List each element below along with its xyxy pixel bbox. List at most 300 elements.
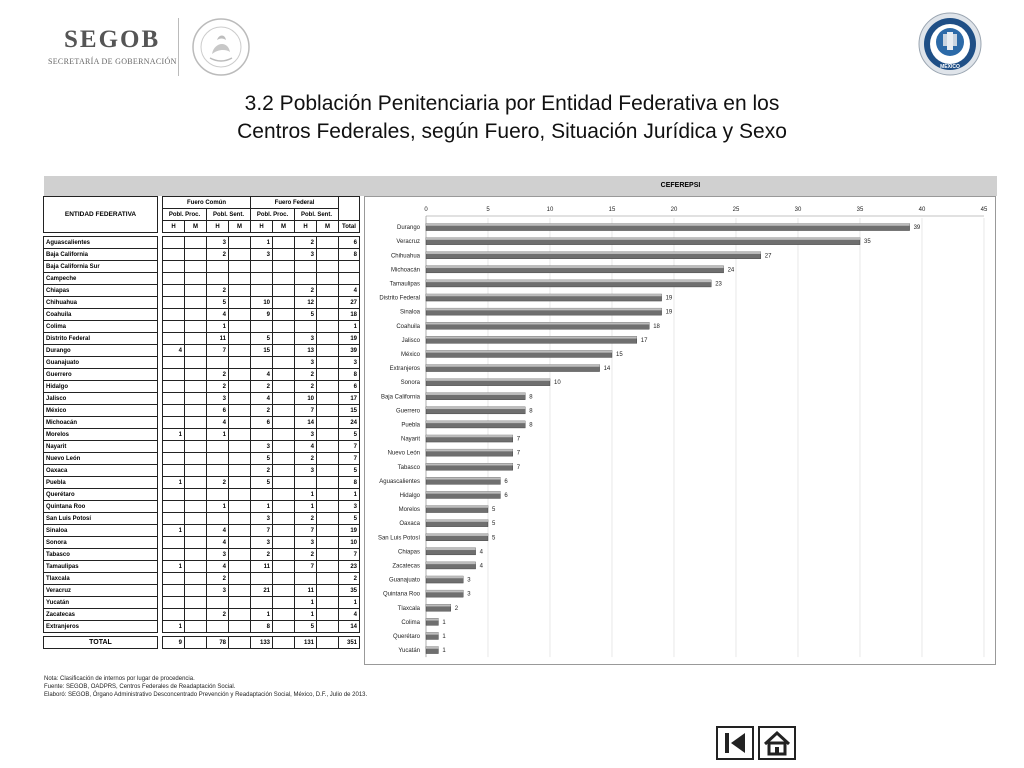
cell-fc-sh	[207, 489, 229, 501]
data-label: 39	[913, 225, 921, 232]
cell-fc-sm	[229, 609, 251, 621]
entity-name: Chiapas	[44, 285, 158, 297]
cell-total	[339, 273, 360, 285]
data-label: 2	[454, 605, 459, 612]
cell-ff-ph: 3	[251, 537, 273, 549]
cell-ff-ph	[251, 273, 273, 285]
cell-fc-pm	[185, 333, 207, 345]
entity-name: Morelos	[44, 429, 158, 441]
cell-ff-pm	[273, 465, 295, 477]
cell-fc-sm	[229, 597, 251, 609]
data-label: 8	[529, 394, 533, 401]
cell-total: 6	[339, 237, 360, 249]
cell-ff-sh: 2	[295, 381, 317, 393]
x-tick-label: 40	[918, 207, 926, 213]
y-category-label: Querétaro	[392, 633, 420, 640]
y-category-label: Sonora	[400, 380, 420, 387]
cell-ff-sm	[317, 369, 339, 381]
cell-fc-sh: 3	[207, 549, 229, 561]
cell-total: 39	[339, 345, 360, 357]
cell-ff-ph: 1	[251, 609, 273, 621]
cell-fc-ph	[163, 249, 185, 261]
m-header: M	[317, 221, 339, 233]
footnote-fuente: Fuente: SEGOB, OADPRS, Centros Federales de Readaptación Social.	[44, 684, 236, 690]
cell-fc-sh	[207, 273, 229, 285]
first-page-button[interactable]	[716, 726, 754, 760]
cell-ff-ph: 5	[251, 453, 273, 465]
cell-ff-sm	[317, 381, 339, 393]
cell-fc-sh: 2	[207, 477, 229, 489]
h-header: H	[207, 221, 229, 233]
cell-ff-ph: 2	[251, 465, 273, 477]
cell-fc-sm	[229, 237, 251, 249]
cell-ff-sm	[317, 297, 339, 309]
cell-fc-sh: 2	[207, 249, 229, 261]
cell-fc-sh: 4	[207, 561, 229, 573]
y-category-label: Aguascalientes	[379, 478, 420, 485]
cell-fc-sm	[229, 393, 251, 405]
bar-highlight	[426, 294, 662, 296]
cell-ff-sh: 1	[295, 597, 317, 609]
bar-highlight	[426, 379, 550, 381]
home-icon	[760, 728, 794, 758]
data-label: 5	[492, 521, 496, 528]
cell-fc-pm	[185, 309, 207, 321]
cell-fc-pm	[185, 609, 207, 621]
entity-name: Aguascalientes	[44, 237, 158, 249]
cell-total: 17	[339, 393, 360, 405]
y-category-label: Sinaloa	[399, 309, 420, 316]
cell-ff-pm	[273, 309, 295, 321]
y-category-label: Tamaulipas	[389, 281, 420, 288]
emblem-text: MÉXICO	[940, 64, 960, 70]
navigation	[716, 726, 800, 765]
cell-fc-sh: 3	[207, 237, 229, 249]
cell-total: 8	[339, 369, 360, 381]
data-label: 24	[727, 267, 735, 274]
table-row	[44, 513, 360, 525]
entity-name: Baja California	[44, 249, 158, 261]
data-label: 1	[442, 619, 446, 626]
table-row	[44, 309, 360, 321]
cell-ff-sm	[317, 393, 339, 405]
y-category-label: Coahuila	[396, 323, 420, 330]
cell-ff-sh: 7	[295, 561, 317, 573]
cell-ff-ph: 6	[251, 417, 273, 429]
bar-highlight	[426, 224, 910, 226]
cell-fc-ph	[163, 573, 185, 585]
data-label: 23	[715, 281, 722, 288]
cell-ff-pm	[273, 333, 295, 345]
cell-fc-pm	[185, 261, 207, 273]
y-category-label: Jalisco	[401, 337, 420, 344]
cell-fc-ph	[163, 405, 185, 417]
y-category-label: Guerrero	[395, 408, 420, 415]
cell-fc-pm	[185, 549, 207, 561]
cell-ff-sh	[295, 273, 317, 285]
cell-total	[339, 261, 360, 273]
cell-ff-sh: 2	[295, 549, 317, 561]
cell-ff-sm	[317, 261, 339, 273]
cell-fc-sh: 78	[207, 637, 229, 649]
table-row	[44, 357, 360, 369]
bar-highlight	[426, 421, 525, 423]
cell-ff-sm	[317, 477, 339, 489]
cell-ff-pm	[273, 417, 295, 429]
cell-ff-pm	[273, 621, 295, 633]
cell-fc-sh: 1	[207, 321, 229, 333]
cell-ff-sm	[317, 333, 339, 345]
bar-highlight	[426, 407, 525, 409]
cell-fc-sm	[229, 417, 251, 429]
cell-ff-sh: 14	[295, 417, 317, 429]
bar-highlight	[426, 350, 612, 352]
cell-total: 1	[339, 489, 360, 501]
cell-fc-pm	[185, 369, 207, 381]
cell-ff-sh: 13	[295, 345, 317, 357]
cell-fc-ph	[163, 381, 185, 393]
cell-fc-ph	[163, 501, 185, 513]
segob-name: SEGOB	[64, 26, 161, 53]
cell-ff-pm	[273, 237, 295, 249]
cell-ff-ph: 4	[251, 369, 273, 381]
cell-ff-sh: 2	[295, 453, 317, 465]
cell-fc-sh	[207, 357, 229, 369]
title-line-2: Centros Federales, según Fuero, Situación Jurídica y Sexo	[237, 120, 787, 143]
table-row	[44, 585, 360, 597]
cell-ff-ph: 2	[251, 549, 273, 561]
cell-fc-ph	[163, 513, 185, 525]
y-category-label: San Luis Potosí	[377, 535, 420, 542]
cell-fc-sm	[229, 369, 251, 381]
cell-ff-sm	[317, 441, 339, 453]
cell-ff-pm	[273, 441, 295, 453]
cell-fc-sh: 4	[207, 309, 229, 321]
table-row	[44, 537, 360, 549]
y-category-label: Oaxaca	[399, 521, 420, 528]
cell-fc-ph	[163, 369, 185, 381]
table-row	[44, 465, 360, 477]
cell-total: 10	[339, 537, 360, 549]
cell-ff-ph: 5	[251, 477, 273, 489]
cell-fc-pm	[185, 285, 207, 297]
cell-fc-sm	[229, 501, 251, 513]
y-category-label: Hidalgo	[399, 492, 420, 499]
cell-fc-sm	[229, 249, 251, 261]
y-category-label: México	[400, 351, 420, 358]
cell-fc-sm	[229, 489, 251, 501]
cell-ff-pm	[273, 273, 295, 285]
cell-ff-sh: 12	[295, 297, 317, 309]
entity-name: Hidalgo	[44, 381, 158, 393]
entity-name: Jalisco	[44, 393, 158, 405]
cell-ff-ph: 15	[251, 345, 273, 357]
bar-highlight	[426, 449, 513, 451]
cell-fc-pm	[185, 585, 207, 597]
cell-fc-pm	[185, 441, 207, 453]
entity-name: Oaxaca	[44, 465, 158, 477]
cell-ff-sm	[317, 405, 339, 417]
cell-ff-ph	[251, 597, 273, 609]
y-category-label: Extranjeros	[389, 366, 420, 373]
cell-ff-ph	[251, 261, 273, 273]
cell-fc-ph	[163, 393, 185, 405]
cell-ff-ph: 133	[251, 637, 273, 649]
cell-ff-sm	[317, 465, 339, 477]
bar-highlight	[426, 393, 525, 395]
cell-ff-ph: 10	[251, 297, 273, 309]
cell-fc-sh: 2	[207, 369, 229, 381]
cell-total: 7	[339, 441, 360, 453]
bar-highlight	[426, 520, 488, 522]
table-total-row	[44, 637, 360, 649]
cell-fc-sh: 1	[207, 501, 229, 513]
cell-ff-ph: 2	[251, 405, 273, 417]
bar-highlight	[426, 590, 463, 592]
bar-highlight	[426, 252, 761, 254]
cell-ff-pm	[273, 513, 295, 525]
cell-ff-pm	[273, 537, 295, 549]
cell-fc-sm	[229, 297, 251, 309]
data-label: 5	[492, 535, 496, 542]
footnote-elaboro: Elaboró: SEGOB, Órgano Administrativo Desconcentrado Prevención y Readaptación Social, México, D.F., Julio de 2013.	[44, 692, 368, 698]
segob-subtitle: SECRETARÍA DE GOBERNACIÓN	[48, 57, 177, 66]
entity-name: Chihuahua	[44, 297, 158, 309]
cell-ff-sh	[295, 261, 317, 273]
footnotes	[44, 675, 367, 699]
y-category-label: Chiapas	[397, 549, 420, 556]
cell-ff-pm	[273, 637, 295, 649]
cell-ff-ph	[251, 489, 273, 501]
table-row	[44, 561, 360, 573]
cell-total: 35	[339, 585, 360, 597]
cell-fc-sm	[229, 525, 251, 537]
entity-name: Colima	[44, 321, 158, 333]
title-line-1: 3.2 Población Penitenciaria por Entidad Federativa en los	[244, 92, 780, 115]
cell-fc-ph: 1	[163, 561, 185, 573]
y-category-label: Puebla	[401, 422, 420, 429]
cell-ff-sm	[317, 597, 339, 609]
mexico-emblem-icon	[918, 12, 982, 76]
cell-fc-pm	[185, 513, 207, 525]
cell-ff-ph: 2	[251, 381, 273, 393]
cell-total: 14	[339, 621, 360, 633]
cell-ff-sm	[317, 561, 339, 573]
data-label: 3	[467, 577, 471, 584]
cell-ff-ph: 8	[251, 621, 273, 633]
cell-fc-pm	[185, 621, 207, 633]
entity-name: Querétaro	[44, 489, 158, 501]
m-header: M	[273, 221, 295, 233]
y-category-label: Chihuahua	[390, 253, 420, 260]
cell-ff-sm	[317, 321, 339, 333]
bar-highlight	[426, 463, 513, 465]
y-category-label: Morelos	[398, 507, 420, 514]
x-tick-label: 45	[980, 207, 988, 213]
cell-fc-ph	[163, 465, 185, 477]
cell-ff-ph: 1	[251, 501, 273, 513]
cell-total: 5	[339, 429, 360, 441]
cell-ff-sm	[317, 429, 339, 441]
cell-ff-sh: 3	[295, 465, 317, 477]
cell-fc-ph	[163, 597, 185, 609]
cell-fc-sh: 4	[207, 537, 229, 549]
footnote-nota: Nota: Clasificación de internos por lugar de procedencia.	[44, 676, 195, 682]
cell-fc-pm	[185, 273, 207, 285]
bar-highlight	[426, 280, 711, 282]
cell-fc-ph: 1	[163, 621, 185, 633]
entity-header: ENTIDAD FEDERATIVA	[44, 197, 158, 233]
table-row	[44, 381, 360, 393]
cell-ff-sh: 1	[295, 501, 317, 513]
cell-fc-sm	[229, 405, 251, 417]
cell-fc-sh: 2	[207, 285, 229, 297]
cell-fc-sm	[229, 441, 251, 453]
y-category-label: Colima	[401, 619, 420, 626]
cell-fc-ph	[163, 357, 185, 369]
table-row	[44, 369, 360, 381]
cell-ff-ph	[251, 357, 273, 369]
cell-ff-sh: 4	[295, 441, 317, 453]
data-label: 6	[504, 478, 508, 485]
cell-ff-ph: 21	[251, 585, 273, 597]
cell-ff-pm	[273, 501, 295, 513]
cell-total: 8	[339, 249, 360, 261]
data-label: 4	[479, 549, 483, 556]
cell-ff-sh: 11	[295, 585, 317, 597]
cell-ff-sm	[317, 237, 339, 249]
entity-name: Distrito Federal	[44, 333, 158, 345]
fc-pobl-proc-header: Pobl. Proc.	[163, 209, 207, 221]
cell-fc-sm	[229, 309, 251, 321]
entity-name: Campeche	[44, 273, 158, 285]
cell-ff-pm	[273, 249, 295, 261]
cell-fc-ph	[163, 489, 185, 501]
cell-ff-sm	[317, 417, 339, 429]
cell-total: 3	[339, 501, 360, 513]
cell-fc-ph: 1	[163, 429, 185, 441]
home-button[interactable]	[758, 726, 796, 760]
cell-total: 8	[339, 477, 360, 489]
cell-fc-sm	[229, 273, 251, 285]
cell-fc-ph: 1	[163, 477, 185, 489]
x-tick-label: 5	[486, 207, 490, 213]
cell-total: 4	[339, 285, 360, 297]
entity-name: San Luis Potosí	[44, 513, 158, 525]
cell-ff-ph: 4	[251, 393, 273, 405]
cell-ff-sh: 1	[295, 609, 317, 621]
total-label: Total	[339, 221, 360, 233]
cell-fc-ph	[163, 237, 185, 249]
cell-fc-pm	[185, 453, 207, 465]
cell-fc-sm	[229, 429, 251, 441]
bar-highlight	[426, 435, 513, 437]
cell-total: 23	[339, 561, 360, 573]
cell-fc-sh: 11	[207, 333, 229, 345]
cell-ff-pm	[273, 321, 295, 333]
cell-fc-ph	[163, 333, 185, 345]
entity-name: Veracruz	[44, 585, 158, 597]
bar-highlight	[426, 562, 476, 564]
cell-fc-sm	[229, 573, 251, 585]
cell-ff-ph: 11	[251, 561, 273, 573]
data-label: 8	[529, 422, 533, 429]
cell-total: 19	[339, 333, 360, 345]
y-category-label: Tabasco	[397, 464, 420, 471]
table-row	[44, 597, 360, 609]
cell-ff-pm	[273, 405, 295, 417]
bar-highlight	[426, 548, 476, 550]
table-row	[44, 297, 360, 309]
cell-fc-sh: 5	[207, 297, 229, 309]
cell-ff-sh: 3	[295, 357, 317, 369]
entity-name: Tabasco	[44, 549, 158, 561]
first-page-icon	[718, 728, 752, 758]
cell-total: 4	[339, 609, 360, 621]
cell-ff-sh: 3	[295, 333, 317, 345]
cell-ff-pm	[273, 345, 295, 357]
cell-fc-pm	[185, 417, 207, 429]
y-category-label: Tlaxcala	[397, 605, 420, 612]
table-row	[44, 417, 360, 429]
x-tick-label: 20	[670, 207, 678, 213]
cell-fc-sm	[229, 513, 251, 525]
cell-total: 1	[339, 597, 360, 609]
cell-fc-ph	[163, 261, 185, 273]
data-label: 6	[504, 492, 508, 499]
m-header: M	[185, 221, 207, 233]
cell-fc-sh	[207, 441, 229, 453]
bar-highlight	[426, 491, 500, 493]
data-label: 1	[442, 633, 446, 640]
y-category-label: Zacatecas	[392, 563, 420, 570]
cell-ff-pm	[273, 261, 295, 273]
cell-ff-pm	[273, 381, 295, 393]
cell-fc-sm	[229, 453, 251, 465]
table-row	[44, 549, 360, 561]
cell-ff-pm	[273, 369, 295, 381]
table-row	[44, 453, 360, 465]
chart-band-title: CEFEREPSI	[660, 182, 701, 189]
cell-fc-pm	[185, 249, 207, 261]
cell-fc-ph	[163, 285, 185, 297]
table-row	[44, 405, 360, 417]
cell-ff-sh	[295, 573, 317, 585]
cell-ff-sh: 7	[295, 525, 317, 537]
cell-total: 7	[339, 453, 360, 465]
cell-fc-sm	[229, 465, 251, 477]
data-table	[43, 196, 360, 649]
table-row	[44, 285, 360, 297]
cell-total: 7	[339, 549, 360, 561]
cell-fc-pm	[185, 345, 207, 357]
cell-total: 24	[339, 417, 360, 429]
cell-total: 3	[339, 357, 360, 369]
bar-highlight	[426, 506, 488, 508]
table-row	[44, 393, 360, 405]
cell-total: 5	[339, 513, 360, 525]
cell-total: 27	[339, 297, 360, 309]
cell-ff-sh	[295, 477, 317, 489]
data-label: 10	[554, 380, 561, 387]
cell-ff-sm	[317, 345, 339, 357]
cell-fc-ph	[163, 297, 185, 309]
cell-fc-sh: 7	[207, 345, 229, 357]
cell-fc-ph	[163, 309, 185, 321]
cell-ff-sm	[317, 537, 339, 549]
cell-fc-ph	[163, 453, 185, 465]
cell-ff-sh: 2	[295, 513, 317, 525]
